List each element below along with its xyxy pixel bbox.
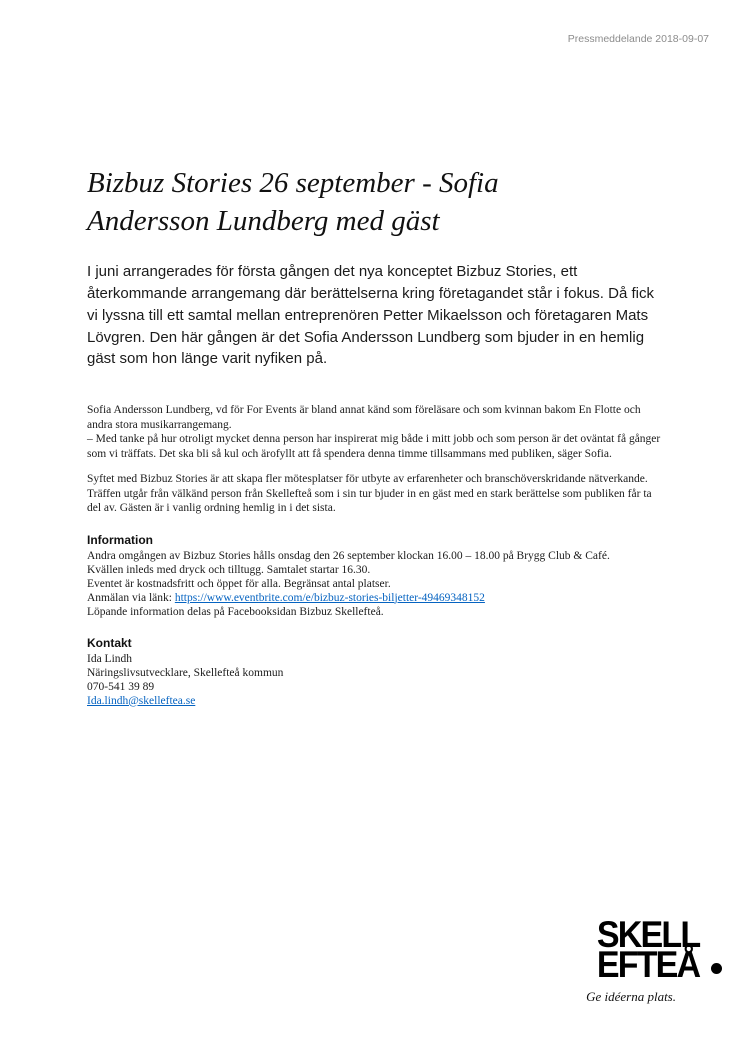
logo-line-1: SKELL [596,914,699,955]
info-line-registration [87,591,665,605]
skelleftea-logo [586,914,722,1005]
information-heading: Information [87,532,153,547]
body-paragraph-2: Syftet med Bizbuz Stories är att skapa fler mötesplatser för utbyte av erfarenheter och branschöverskridande nätverkande. Träffen utgår från välkänd person från Skellefteå som i sin tur bjuder in en gäst med en stark berättelse som publiken får ta del av. Gästen är i vanlig ordning hemlig in i det sista. [87,473,652,515]
skelleftea-wordmark [596,914,699,985]
contact-phone: 070-541 39 89 [87,680,155,693]
logo-dot-icon [711,963,722,974]
info-line-date-venue: Andra omgången av Bizbuz Stories hålls onsdag den 26 september klockan 16.00 – 18.00 på Brygg Club & Café. [87,549,610,562]
contact-name: Ida Lindh [87,652,133,665]
info-line-facebook: Löpande information delas på Facebooksidan Bizbuz Skellefteå. [87,605,384,618]
contact-role: Näringslivsutvecklare, Skellefteå kommun [87,666,284,679]
contact-email-link[interactable]: Ida.lindh@skelleftea.se [87,694,196,707]
registration-link-prefix: Anmälan via länk: [87,591,175,604]
press-release-header: Pressmeddelande 2018-09-07 [567,33,709,45]
body-paragraph-1-quote: – Med tanke på hur otroligt mycket denna person har inspirerat mig både i mitt jobb och som person är det oväntat få gånger som vi träffats. Det ska bli så kul och ärofyllt att få spendera denna timme tillsammans med publiken, säger Sofia. [87,433,661,460]
body-paragraph-1-intro: Sofia Andersson Lundberg, vd för For Events är bland annat känd som föreläsare och som kvinnan bakom En Flotte och andra stora musikarrangemang. [87,404,641,431]
registration-link[interactable]: https://www.eventbrite.com/e/bizbuz-stories-biljetter-49469348152 [174,591,485,604]
contact-heading: Kontakt [87,635,132,650]
logo-wordmark-row [586,914,722,985]
document-content [87,165,665,708]
contact-email-line [87,694,665,708]
body-paragraph-1 [87,403,665,461]
page-title: Bizbuz Stories 26 september - Sofia Andersson Lundberg med gäst [87,167,499,237]
info-line-schedule: Kvällen inleds med dryck och tilltugg. Samtalet startar 16.30. [87,563,371,576]
info-line-free-entry: Eventet är kostnadsfritt och öppet för alla. Begränsat antal platser. [87,577,391,590]
lead-paragraph: I juni arrangerades för första gången det nya konceptet Bizbuz Stories, ett återkommande arrangemang där berättelserna kring företagandet står i fokus. Då fick vi lyssna till ett samtal mellan entreprenören Petter Mikaelsson och företagaren Mats Lövgren. Den här gången är det Sofia Andersson Lundberg som bjuder in en hemlig gäst som hon länge varit nyfiken på. [87,263,654,368]
logo-tagline: Ge idéerna plats. [586,989,676,1005]
logo-line-2: EFTEÅ [596,943,699,985]
